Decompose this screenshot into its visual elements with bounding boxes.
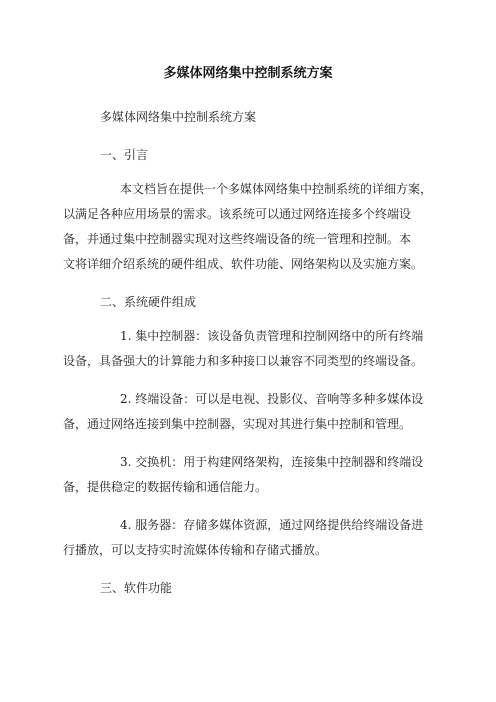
list-item-line: 行播放，可以支持实时流媒体传输和存储式播放。	[63, 543, 328, 557]
section-heading-software: 三、软件功能	[100, 581, 173, 595]
document-subtitle: 多媒体网络集中控制系统方案	[100, 110, 257, 124]
list-item-line: 备，提供稳定的数据传输和通信能力。	[63, 480, 268, 494]
list-item-line: 4. 服务器：存储多媒体资源，通过网络提供给终端设备进	[120, 518, 424, 532]
paragraph-line: 以满足各种应用场景的需求。该系统可以通过网络连接多个终端设	[63, 207, 412, 221]
list-item-line: 设备，具备强大的计算能力和多种接口以兼容不同类型的终端设备。	[63, 354, 424, 368]
list-item-line: 3. 交换机：用于构建网络架构，连接集中控制器和终端设	[120, 455, 424, 469]
section-heading-hardware: 二、系统硬件组成	[100, 295, 197, 309]
document-title: 多媒体网络集中控制系统方案	[163, 66, 333, 81]
section-heading-introduction: 一、引言	[100, 148, 149, 162]
list-item-line: 1. 集中控制器：该设备负责管理和控制网络中的所有终端	[120, 329, 424, 343]
list-item-line: 备，通过网络连接到集中控制器，实现对其进行集中控制和管理。	[63, 417, 412, 431]
paragraph-line: 备，并通过集中控制器实现对这些终端设备的统一管理和控制。本	[63, 232, 412, 246]
list-item-line: 2. 终端设备：可以是电视、投影仪、音响等多种多媒体设	[120, 392, 424, 406]
paragraph-line: 文将详细介绍系统的硬件组成、软件功能、网络架构以及实施方案。	[63, 257, 424, 271]
paragraph-line: 本文档旨在提供一个多媒体网络集中控制系统的详细方案，	[120, 182, 433, 196]
